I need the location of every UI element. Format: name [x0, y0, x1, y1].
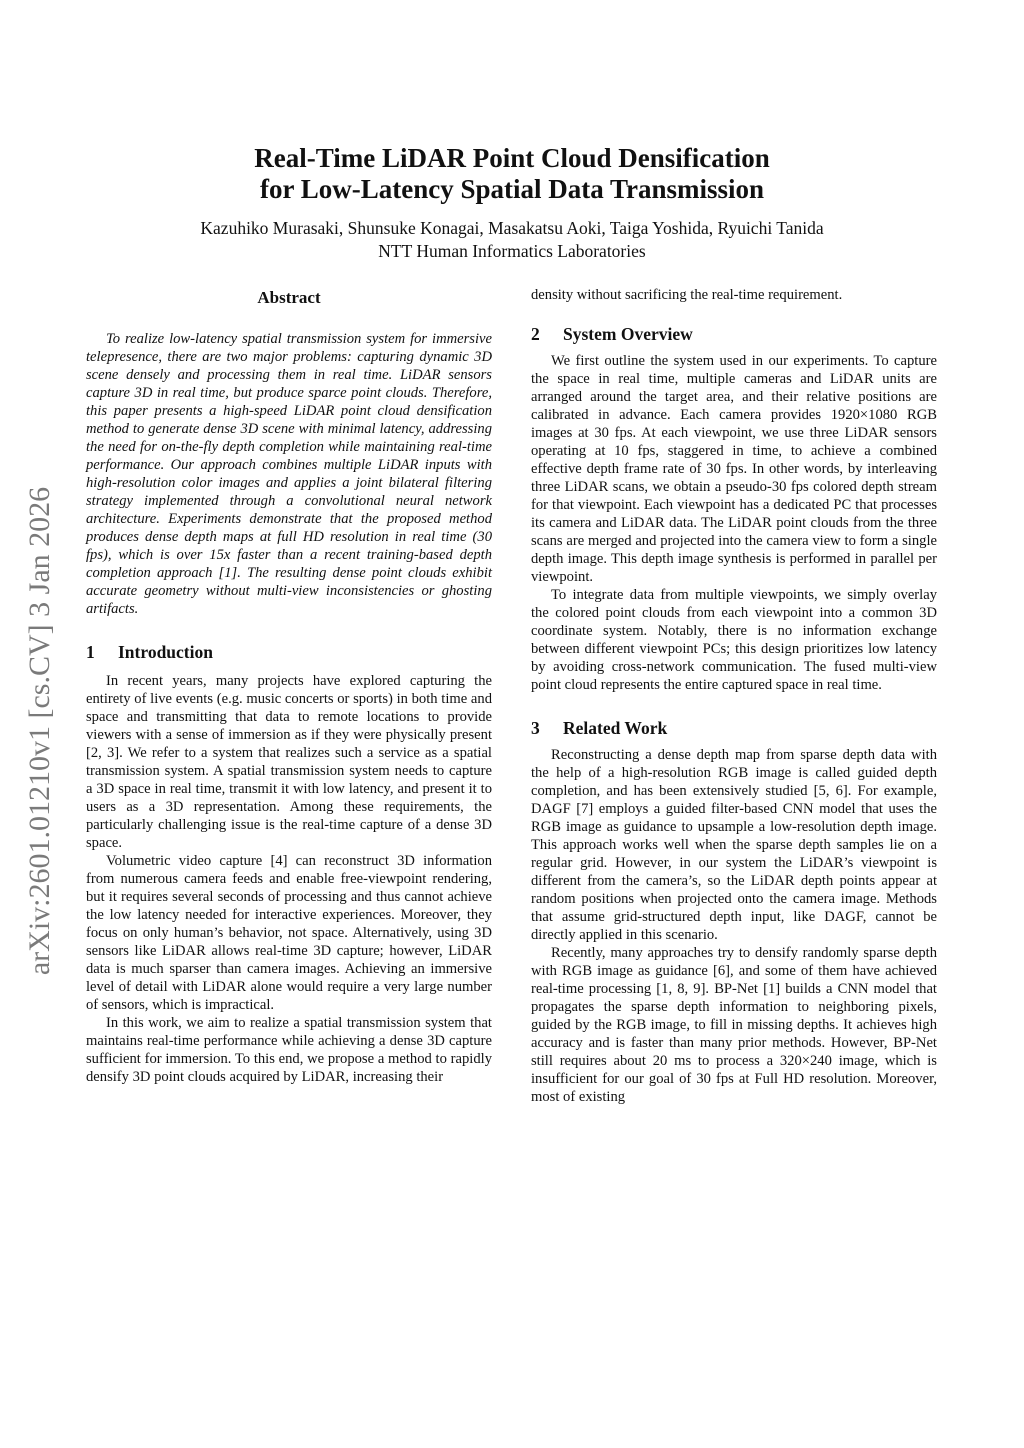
- abstract-text: To realize low-latency spatial transmission system for immersive telepresence, there are two major problems: capturing dynamic 3D scene densely and processing them in real time. LiDAR sensors capture 3D in real time, but produce sparce point clouds. Therefore, this paper presents a high-speed LiDAR point cloud densification method to generate dense 3D scene with minimal latency, addressing the need for on-the-fly depth completion while maintaining real-time performance. Our approach combines multiple LiDAR inputs with high-resolution color images and applies a joint bilateral filtering strategy implemented through a convolutional neural network architecture. Experiments demonstrate that the proposed method produces dense depth maps at full HD resolution in real time (30 fps), which is over 15x faster than a recent training-based depth completion approach [1]. The resulting dense point clouds exhibit accurate geometry without multi-view inconsistencies or ghosting artifacts.: [86, 331, 492, 617]
- paper-title: [120, 143, 904, 205]
- arxiv-identifier[interactable]: arXiv:2601.01210v1 [cs.CV] 3 Jan 2026: [23, 486, 56, 976]
- section-title: Related Work: [563, 718, 668, 738]
- section-title: Introduction: [118, 642, 213, 662]
- section-heading-related-work: [531, 716, 937, 740]
- intro-paragraph-1: In recent years, many projects have explored capturing the entirety of live events (e.g. music concerts or sports) in both time and space and transmitting that data to remote locations to provide viewers with a sense of immersion as if they were physically present [2, 3]. We refer to a system that realizes such a service as a spatial transmission system. A spatial transmission system needs to capture a 3D space in real time, transmit it with low latency, and present it to users as a 3D representation. Among these requirements, the particularly challenging issue is the real-time capture of a dense 3D space.: [86, 673, 492, 851]
- system-overview-paragraph-1: We first outline the system used in our experiments. To capture the space in real time, multiple cameras and LiDAR units are arranged around the target area, and their relative positions are calibrated in advance. Each camera provides 1920×1080 RGB images at 30 fps. At each viewpoint, we use three LiDAR sensors operating at 10 fps, staggered in time, to achieve a combined effective depth frame rate of 30 fps. In other words, by interleaving three LiDAR scans, we obtain a pseudo-30 fps colored depth stream for that viewpoint. Each viewpoint has a dedicated PC that processes its camera and LiDAR data. The LiDAR point clouds from the three scans are merged and projected into the camera view to form a single depth image. This depth image synthesis is performed in parallel per viewpoint.: [531, 353, 937, 585]
- related-work-paragraph-1: Reconstructing a dense depth map from sparse depth data with the help of a high-resolution RGB image is called guided depth completion, and has been extensively studied [5, 6]. For example, DAGF [7] employs a guided filter-based CNN model that uses the RGB image as guidance to upsample a low-resolution depth image. This approach works well when the sparse depth samples lie on a regular grid. However, in our system the LiDAR’s viewpoint is different from the camera’s, so the LiDAR depth points appear at random positions when projected onto the camera image. Methods that assume grid-structured depth input, like DAGF, cannot be directly applied in this scenario.: [531, 747, 937, 943]
- affiliation: NTT Human Informatics Laboratories: [378, 241, 646, 261]
- title-line-1: Real-Time LiDAR Point Cloud Densification: [254, 143, 770, 173]
- intro-paragraph-3: In this work, we aim to realize a spatial transmission system that maintains real-time performance while achieving a dense 3D capture sufficient for immersion. To this end, we propose a method to rapidly densify 3D point clouds acquired by LiDAR, increasing their: [86, 1015, 492, 1085]
- section-number: 3: [531, 718, 540, 738]
- intro-continuation: density without sacrificing the real-time requirement.: [531, 287, 843, 303]
- section-number: 2: [531, 324, 540, 344]
- title-line-2: for Low-Latency Spatial Data Transmission: [259, 174, 765, 204]
- section-heading-introduction: [86, 640, 492, 664]
- abstract-heading: Abstract: [257, 288, 321, 307]
- related-work-paragraph-2: Recently, many approaches try to densify randomly sparse depth with RGB image as guidance [6], and some of them have achieved real-time processing [1, 8, 9]. BP-Net [1] builds a CNN model that propagates the sparse depth information to neighboring pixels, guided by the RGB image, to fill in missing depths. It achieves high accuracy and is faster than many prior methods. However, BP-Net still requires about 20 ms to process a 320×240 image, which is insufficient for our goal of 30 fps at Full HD resolution. Moreover, most of existing: [531, 945, 937, 1105]
- left-column: [86, 282, 492, 1086]
- right-column: [531, 282, 937, 1106]
- intro-paragraph-2: Volumetric video capture [4] can reconstruct 3D information from numerous camera feeds and enable free-viewpoint rendering, but it requires several seconds of processing and thus cannot achieve the low latency needed for interactive experiences. Moreover, they focus on only human’s behavior, not space. Alternatively, using 3D sensors like LiDAR allows real-time 3D capture; however, LiDAR data is much sparser than camera images. Achieving an immersive level of detail with LiDAR alone would require a very large number of sensors, which is impractical.: [86, 853, 492, 1013]
- author-list: Kazuhiko Murasaki, Shunsuke Konagai, Masakatsu Aoki, Taiga Yoshida, Ryuichi Tanida: [200, 218, 824, 238]
- section-heading-system-overview: [531, 322, 937, 346]
- section-title: System Overview: [563, 324, 693, 344]
- system-overview-paragraph-2: To integrate data from multiple viewpoints, we simply overlay the colored point clouds from each viewpoint into a common 3D coordinate system. Notably, there is no information exchange between different viewpoint PCs; this design prioritizes low latency by avoiding cross-network communication. The fused multi-view point cloud represents the entire captured space in real time.: [531, 587, 937, 693]
- section-number: 1: [86, 642, 95, 662]
